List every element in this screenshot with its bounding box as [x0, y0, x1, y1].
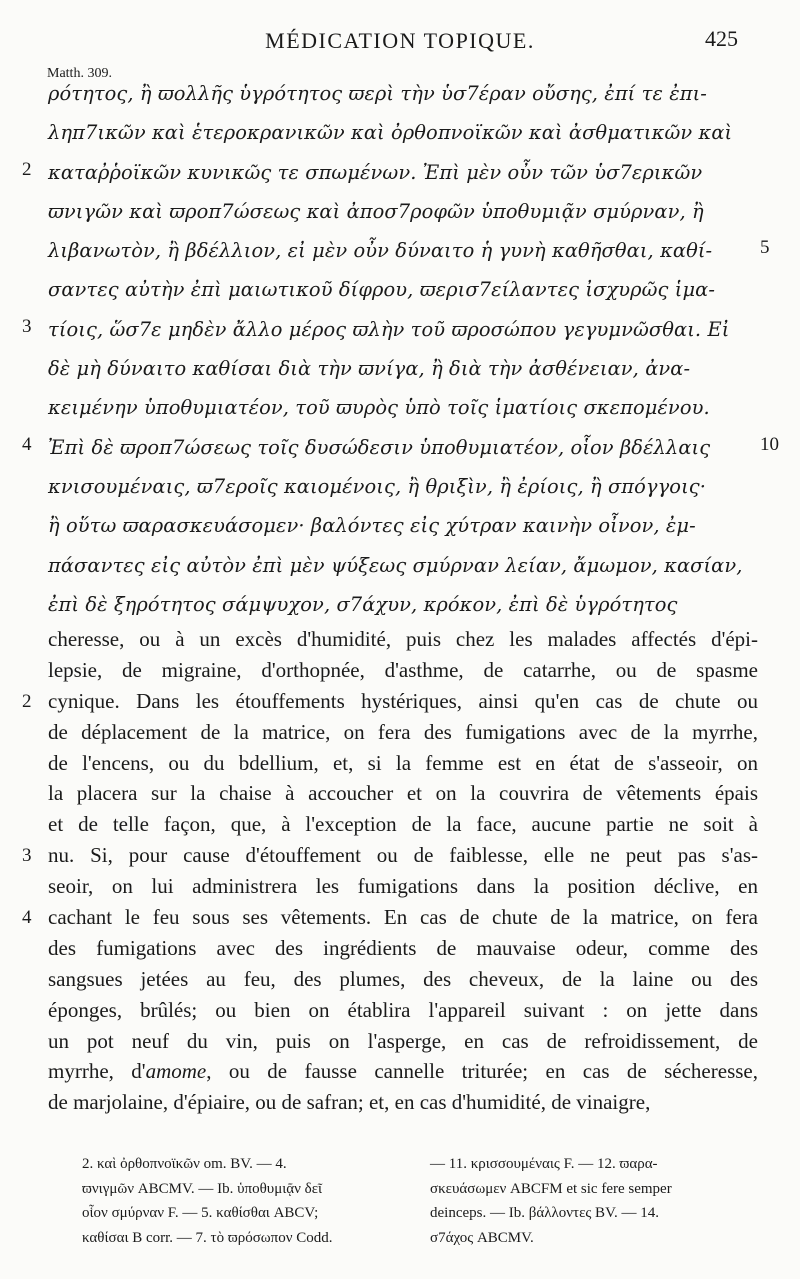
greek-line: καταῤῥοϊκῶν κυνικῶς τε σπωμένων. Ἐπὶ μὲν οὖν τῶν ὑσ7ερικῶν: [48, 160, 703, 184]
french-line: éponges, brûlés; ou bien on établira l'appareil suivant : on jette dans: [48, 997, 758, 1022]
section-number: 4: [22, 907, 32, 929]
apparatus-line: deinceps. — Ib. βάλλοντες BV. — 14.: [430, 1205, 659, 1221]
greek-line: ϖνιγῶν καὶ ϖροπ7ώσεως καὶ ἀποσ7ροφῶν ὑποθυμιᾷν σμύρναν, ἢ: [48, 199, 704, 223]
greek-line: ληπ7ικῶν καὶ ἑτεροκρανικῶν καὶ ὀρθοπνοϊκῶν καὶ ἀσθματικῶν καὶ: [48, 121, 733, 145]
french-line: des fumigations avec des ingrédients de mauvaise odeur, comme des: [48, 935, 758, 960]
section-number: 2: [22, 158, 32, 180]
section-number: 4: [22, 433, 32, 455]
running-title: MÉDICATION TOPIQUE.: [265, 28, 535, 53]
apparatus-line: σ7άχος ABCMV.: [430, 1229, 534, 1246]
section-number: 2: [22, 690, 32, 712]
french-line: de déplacement de la matrice, on fera des fumigations avec de la myrrhe,: [48, 719, 758, 744]
greek-line: τίοις, ὥσ7ε μηδὲν ἄλλο μέρος ϖλὴν τοῦ ϖροσώπου γεγυμνῶσθαι. Εἰ: [48, 317, 730, 341]
greek-line: δὲ μὴ δύναιτο καθίσαι διὰ τὴν ϖνίγα, ἢ διὰ τὴν ἀσθένειαν, ἀνα-: [48, 357, 691, 381]
french-line: un pot neuf du vin, puis on l'asperge, en cas de refroidissement, de: [48, 1028, 758, 1053]
greek-line: ἐπὶ δὲ ξηρότητος σάμψυχον, σ7άχυν, κρόκον, ἐπὶ δὲ ὑγρότητος: [48, 592, 678, 616]
greek-line: κειμένην ὑποθυμιατέον, τοῦ ϖυρὸς ὑπὸ τοῖς ἱματίοις σκεπομένου.: [48, 396, 710, 420]
greek-line: ἢ οὕτω ϖαρασκευάσομεν· βαλόντες εἰς χύτραν καινὴν οἶνον, ἐμ-: [48, 514, 696, 538]
apparatus-column-left: [82, 1152, 402, 1250]
french-line: cachant le feu sous ses vêtements. En cas de chute de la matrice, on fera: [48, 905, 758, 930]
apparatus-column-right: [430, 1152, 750, 1250]
apparatus-line: οἷον σμύρναν F. — 5. καθίσθαι ABCV;: [82, 1205, 319, 1221]
apparatus-line: 2. καὶ ὀρθοπνοϊκῶν om. BV. — 4.: [82, 1156, 287, 1172]
section-number: 3: [22, 315, 32, 337]
french-translation: [48, 624, 758, 1118]
line-count-number: 5: [760, 237, 770, 259]
greek-line: σαντες αὐτὴν ἐπὶ μαιωτικοῦ δίφρου, ϖερισ7είλαντες ἰσχυρῶς ἱμα-: [48, 278, 715, 302]
greek-line: κνισουμέναις, ϖ7εροῖς καιομένοις, ἢ θριξὶν, ἢ ἐρίοις, ἢ σπόγγοις·: [48, 474, 707, 498]
line-count-number: 10: [760, 433, 779, 455]
french-line: myrrhe, d'amome, ou de fausse cannelle triturée; en cas de sécheresse,: [48, 1059, 758, 1084]
page-number: 425: [705, 26, 738, 51]
french-line: seoir, on lui administrera les fumigations dans la position déclive, en: [48, 874, 758, 899]
french-line: nu. Si, pour cause d'étouffement ou de faiblesse, elle ne peut pas s'as-: [48, 843, 758, 868]
french-line: lepsie, de migraine, d'orthopnée, d'asthme, de catarrhe, ou de spasme: [48, 657, 758, 682]
french-line: sangsues jetées au feu, des plumes, des cheveux, de la laine ou des: [48, 966, 758, 991]
french-line: de marjolaine, d'épiaire, ou de safran; et, en cas d'humidité, de vinaigre,: [48, 1090, 651, 1115]
section-number: 3: [22, 845, 32, 867]
source-reference: Matth. 309.: [47, 66, 112, 81]
greek-line: ρότητος, ἢ ϖολλῆς ὑγρότητος ϖερὶ τὴν ὑσ7έραν οὔσης, ἐπί τε ἐπι-: [48, 82, 707, 105]
apparatus-line: καθίσαι B corr. — 7. τὸ ϖρόσωπον Codd.: [82, 1229, 333, 1246]
french-line: la placera sur la chaise à accoucher et on la couvrira de vêtements épais: [48, 781, 758, 806]
apparatus-line: — 11. κρισσουμέναις F. — 12. ϖαρα-: [430, 1156, 658, 1172]
greek-line: Ἐπὶ δὲ ϖροπ7ώσεως τοῖς δυσώδεσιν ὑποθυμιατέον, οἷον βδέλλαις: [48, 435, 711, 459]
french-line: de l'encens, ou du bdellium, et, si la femme est en état de s'asseoir, on: [48, 750, 758, 775]
apparatus-line: σκευάσωμεν ABCFM et sic fere semper: [430, 1180, 672, 1197]
greek-text: [48, 74, 758, 624]
french-line: et de telle façon, que, à l'exception de la face, aucune partie ne soit à: [48, 812, 758, 837]
apparatus-line: ϖνιγμῶν ABCMV. — Ib. ὑποθυμιᾷν δεῖ: [82, 1180, 323, 1197]
french-line: cynique. Dans les étouffements hystériques, ainsi qu'en cas de chute ou: [48, 688, 758, 713]
greek-line: πάσαντες εἰς αὐτὸν ἐπὶ μὲν ψύξεως σμύρναν λείαν, ἄμωμον, κασίαν,: [48, 553, 743, 577]
greek-line: λιβανωτὸν, ἢ βδέλλιον, εἰ μὲν οὖν δύναιτο ἡ γυνὴ καθῆσθαι, καθί-: [48, 239, 713, 263]
french-line: cheresse, ou à un excès d'humidité, puis chez les malades affectés d'épi-: [48, 627, 758, 651]
